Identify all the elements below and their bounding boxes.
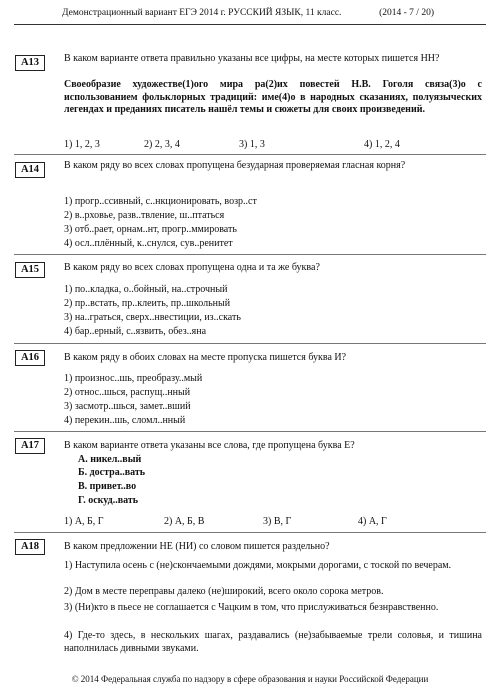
word-a17-b: Б. достра..вать — [78, 467, 146, 478]
separator — [14, 154, 486, 155]
question-number-a17: A17 — [15, 438, 45, 454]
question-a16-text: В каком ряду в обоих словах на месте пропуска пишется буква И? — [64, 352, 347, 363]
separator — [14, 431, 486, 432]
separator — [14, 254, 486, 255]
question-number-a16: A16 — [15, 350, 45, 366]
option-a16-2[interactable]: 2) относ..шься, распущ..нный — [64, 387, 191, 398]
page-header — [62, 8, 434, 18]
option-a14-3[interactable]: 3) отб..рает, орнам..нт, прогр..ммировать — [64, 224, 237, 235]
question-a14-text: В каком ряду во всех словах пропущена безударная проверяемая гласная корня? — [64, 160, 406, 171]
question-number-a13: A13 — [15, 55, 45, 71]
option-a16-3[interactable]: 3) засмотр..шься, замет..вший — [64, 401, 191, 412]
option-a18-1[interactable]: 1) Наступила осень с (не)скончаемыми дождями, мокрыми дорогами, с тоской по вечерам. — [64, 560, 452, 571]
option-a13-1[interactable]: 1) 1, 2, 3 — [64, 139, 100, 150]
question-number-a14: A14 — [15, 162, 45, 178]
question-number-a18: A18 — [15, 539, 45, 555]
option-a15-3[interactable]: 3) на..граться, сверх..нвестиции, из..скать — [64, 312, 241, 323]
question-a13-text: В каком варианте ответа правильно указаны все цифры, на месте которых пишется НН? — [64, 53, 440, 64]
option-a18-3[interactable]: 3) (Ни)кто в пьесе не соглашается с Чацким в том, что прислуживаться безнравственно. — [64, 602, 439, 613]
option-a16-1[interactable]: 1) произнос..шь, преобразу..мый — [64, 373, 203, 384]
header-title: Демонстрационный вариант ЕГЭ 2014 г. РУССКИЙ ЯЗЫК, 11 класс. — [62, 8, 342, 18]
question-number-a15: A15 — [15, 262, 45, 278]
question-a17-options — [64, 516, 482, 527]
option-a17-2[interactable]: 2) А, Б, В — [164, 516, 205, 527]
option-a15-4[interactable]: 4) бар..ерный, с..язвить, обез..яна — [64, 326, 207, 337]
word-a17-v: В. привет..во — [78, 481, 137, 492]
question-a18-text: В каком предложении НЕ (НИ) со словом пишется раздельно? — [64, 541, 330, 552]
option-a16-4[interactable]: 4) перекин..шь, сломл..нный — [64, 415, 186, 426]
question-a13-options — [64, 139, 482, 150]
option-a13-3[interactable]: 3) 1, 3 — [239, 139, 265, 150]
separator — [14, 532, 486, 533]
word-a17-g: Г. оскуд..вать — [78, 495, 139, 506]
question-a15-text: В каком ряду во всех словах пропущена одна и та же буква? — [64, 262, 320, 273]
option-a13-4[interactable]: 4) 1, 2, 4 — [364, 139, 400, 150]
header-page: (2014 - 7 / 20) — [379, 8, 434, 18]
option-a14-1[interactable]: 1) прогр..ссивный, с..нкционировать, возр..ст — [64, 196, 257, 207]
option-a15-1[interactable]: 1) по..кладка, о..бойный, на..строчный — [64, 284, 228, 295]
option-a17-3[interactable]: 3) В, Г — [263, 516, 292, 527]
option-a17-1[interactable]: 1) А, Б, Г — [64, 516, 104, 527]
page-footer: © 2014 Федеральная служба по надзору в сфере образования и науки Российской Федерации — [71, 674, 429, 684]
option-a18-2[interactable]: 2) Дом в месте переправы далеко (не)широкий, всего около сорока метров. — [64, 586, 384, 597]
option-a13-2[interactable]: 2) 2, 3, 4 — [144, 139, 180, 150]
option-a15-2[interactable]: 2) пр..встать, пр..клеить, пр..школьный — [64, 298, 231, 309]
option-a18-4[interactable]: 4) Где-то здесь, в нескольких шагах, раздавались (не)забываемые трели соловья, и тишина наполнилась дивными звуками. — [64, 630, 482, 654]
separator — [14, 343, 486, 344]
header-rule — [14, 24, 486, 25]
word-a17-a: А. никел..вый — [78, 454, 142, 465]
option-a17-4[interactable]: 4) А, Г — [358, 516, 387, 527]
question-a13-passage: Своеобразие художестве(1)ого мира ра(2)их повестей Н.В. Гоголя связа(3)о с использованием фольклорных традиций: име(4)о в народных сказаниях, полуязыческих легендах и преданиях писатель нашёл темы и сюжеты для своих произведений. — [64, 79, 482, 115]
option-a14-2[interactable]: 2) в..рховье, разв..твление, ш..птаться — [64, 210, 225, 221]
option-a14-4[interactable]: 4) осл..плённый, к..снулся, сув..ренитет — [64, 238, 233, 249]
question-a17-text: В каком варианте ответа указаны все слова, где пропущена буква Е? — [64, 440, 355, 451]
